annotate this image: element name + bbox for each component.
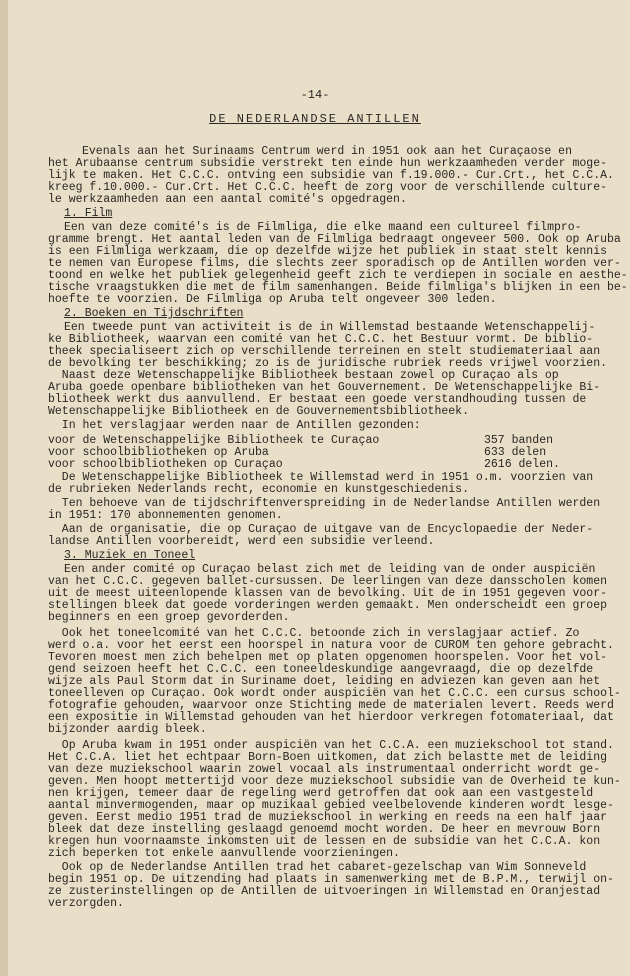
books-line: In het verslagjaar werden naar de Antillen gezonden:	[48, 419, 421, 432]
film-line: tische vraagstukken die met de film samenhangen. Beide filmliga's blijken in een be-	[48, 281, 628, 294]
music-line: een expositie in Willemstad gehouden van het hierdoor verkregen fotomateriaal, dat	[48, 711, 614, 724]
music-line: verzorgden.	[48, 897, 124, 910]
music-line: gend seizoen heeft het C.C.C. een toneeldeskundige aangevraagd, die op dezelfde	[48, 663, 594, 676]
books-line: Aan de organisatie, die op Curaçao de uitgave van de Encyclopaedie der Neder-	[48, 523, 594, 536]
section-title-music: 3. Muziek en Toneel	[64, 549, 196, 562]
shipment-label: voor schoolbibliotheken op Aruba	[48, 446, 269, 459]
music-line: stellingen bleek dat goede vorderingen werden gemaakt. Men onderscheidt een groep	[48, 599, 607, 612]
music-line: Een ander comité op Curaçao belast zich met de leiding van de onder auspiciën	[64, 563, 596, 576]
film-line: is een Filmliga werkzaam, die op dezelfde wijze het publiek in staat stelt kennis	[48, 245, 607, 258]
books-line: de rubrieken Nederlands recht, economie en kunstgeschiedenis.	[48, 483, 469, 496]
shipment-label: voor schoolbibliotheken op Curaçao	[48, 458, 283, 471]
music-line: Ook het toneelcomité van het C.C.C. betoonde zich in verslagjaar actief. Zo	[48, 627, 580, 640]
books-line: De Wetenschappelijke Bibliotheek te Willemstad werd in 1951 o.m. voorzien van	[48, 471, 594, 484]
books-line: landse Antillen voorbereidt, werd een subsidie verleend.	[48, 535, 435, 548]
intro-line: lijk te maken. Het C.C.C. ontving een subsidie van f.19.000.- Cur.Crt., het C.C.A.	[48, 169, 614, 182]
shipment-value: 2616 delen.	[484, 458, 560, 471]
music-line: kregen hun voornaamste inkomsten uit de lessen en de subsidie van het C.C.A. kon	[48, 835, 601, 848]
music-line: geven. Men hoopt mettertijd voor deze muziekschool subsidie van de Overheid te kun-	[48, 775, 621, 788]
books-line: Ten behoeve van de tijdschriftenverspreiding in de Nederlandse Antillen werden	[48, 497, 601, 510]
music-line: zich beperken tot enkele aanvullende voorzieningen.	[48, 847, 400, 860]
page-heading: DE NEDERLANDSE ANTILLEN	[209, 112, 421, 126]
books-line: Naast deze Wetenschappelijke Bibliotheek bestaan zowel op Curaçao als op	[48, 369, 559, 382]
music-line: fotografie gehouden, waarvoor onze Stichting mede de materialen levert. Reeds werd	[48, 699, 614, 712]
music-line: van het C.C.C. gegeven ballet-cursussen. De leerlingen van deze dansscholen komen	[48, 575, 607, 588]
music-line: Ook op de Nederlandse Antillen trad het cabaret-gezelschap van Wim Sonneveld	[48, 861, 587, 874]
books-line: theek specialiseert zich op verschillende terreinen en stelt studiemateriaal aan	[48, 345, 601, 358]
film-line: hoefte te voorzien. De Filmliga op Aruba telt ongeveer 300 leden.	[48, 293, 497, 306]
film-line: te nemen van Europese films, die slechts zeer sporadisch op de Antillen worden ver-	[48, 257, 621, 270]
music-line: aantal minvermogenden, maar op muzikaal gebied veelbelovende kinderen wordt lesge-	[48, 799, 614, 812]
books-line: in 1951: 170 abonnementen genomen.	[48, 509, 283, 522]
shipment-value: 357 banden	[484, 434, 554, 447]
paper-edge	[0, 0, 8, 976]
section-title-books: 2. Boeken en Tijdschriften	[64, 307, 244, 320]
music-line: Tevoren moest men zich behelpen met op platen opgenomen hoorspelen. Voor het vol-	[48, 651, 607, 664]
music-line: begin 1951 op. De uitzending had plaats in samenwerking met de B.P.M., terwijl on-	[48, 873, 614, 886]
books-line: Aruba goede openbare bibliotheken van het Gouvernement. De Wetenschappelijke Bi-	[48, 381, 601, 394]
music-line: Op Aruba kwam in 1951 onder auspiciën van het C.C.A. een muziekschool tot stand.	[48, 739, 614, 752]
music-line: werd o.a. voor het eerst een hoorspel in natura voor de CUROM ten gehore gebracht.	[48, 639, 614, 652]
books-line: Wetenschappelijke Bibliotheek en de Gouvernementsbibliotheek.	[48, 405, 469, 418]
music-line: bijzonder aardig bleek.	[48, 723, 207, 736]
books-line: Een tweede punt van activiteit is de in Willemstad bestaande Wetenschappelij-	[64, 321, 596, 334]
music-line: ze zusterinstellingen op de Antillen de uitvoeringen in Willemstad en Oranjestad	[48, 885, 601, 898]
shipment-label: voor de Wetenschappelijke Bibliotheek te Curaçao	[48, 434, 380, 447]
intro-line: le werkzaamheden aan een aantal comité's opgedragen.	[48, 193, 407, 206]
music-line: wijze als Paul Storm dat in Suriname doet, leiding en adviezen kan geven aan het	[48, 675, 601, 688]
music-line: geven. Eerst medio 1951 trad de muziekschool in werking en reeds na een half jaar	[48, 811, 607, 824]
section-title-film: 1. Film	[64, 207, 113, 220]
film-line: toond en welke het publiek gelegenheid geeft zich te verdiepen in sociale en aesthe-	[48, 269, 628, 282]
music-line: bleek dat deze instelling geslaagd genoemd mocht worden. De heer en mevrouw Born	[48, 823, 601, 836]
music-line: toneelleven op Curaçao. Ook wordt onder auspiciën van het C.C.C. een cursus school-	[48, 687, 621, 700]
music-line: nen krijgen, temeer daar de regeling werd getroffen dat ook aan een vastgesteld	[48, 787, 594, 800]
books-line: bliotheek werkt dus aanvullend. Er bestaat een goede verstandhouding tussen de	[48, 393, 587, 406]
intro-line: Evenals aan het Surinaams Centrum werd in 1951 ook aan het Curaçaose en	[82, 145, 572, 158]
music-line: uit de meest uiteenlopende klassen van de bevolking. Uit de in 1951 gegeven voor-	[48, 587, 607, 600]
intro-line: het Arubaanse centrum subsidie verstrekt ten einde hun werkzaamheden verder moge-	[48, 157, 607, 170]
music-line: beginners en een groep gevorderden.	[48, 611, 290, 624]
film-line: Een van deze comité's is de Filmliga, die elke maand een cultureel filmpro-	[64, 221, 582, 234]
music-line: Het C.C.A. liet het echtpaar Born-Boen uitkomen, dat zich belastte met de leiding	[48, 751, 607, 764]
books-line: ke Bibliotheek, waarvan een comité van het C.C.C. het Bestuur vormt. De biblio-	[48, 333, 594, 346]
books-line: de bevolking ter beschikking; zo is de juridische rubriek reeds vrijwel voorzien.	[48, 357, 607, 370]
music-line: van deze muziekschool waarin zowel vocaal als instrumentaal onderricht wordt ge-	[48, 763, 601, 776]
intro-line: kreeg f.10.000.- Cur.Crt. Het C.C.C. heeft de zorg voor de verschillende culture-	[48, 181, 607, 194]
shipment-value: 633 delen	[484, 446, 547, 459]
film-line: gramme brengt. Het aantal leden van de Filmliga bedraagt ongeveer 500. Ook op Aruba	[48, 233, 621, 246]
page-number: -14-	[300, 88, 330, 102]
